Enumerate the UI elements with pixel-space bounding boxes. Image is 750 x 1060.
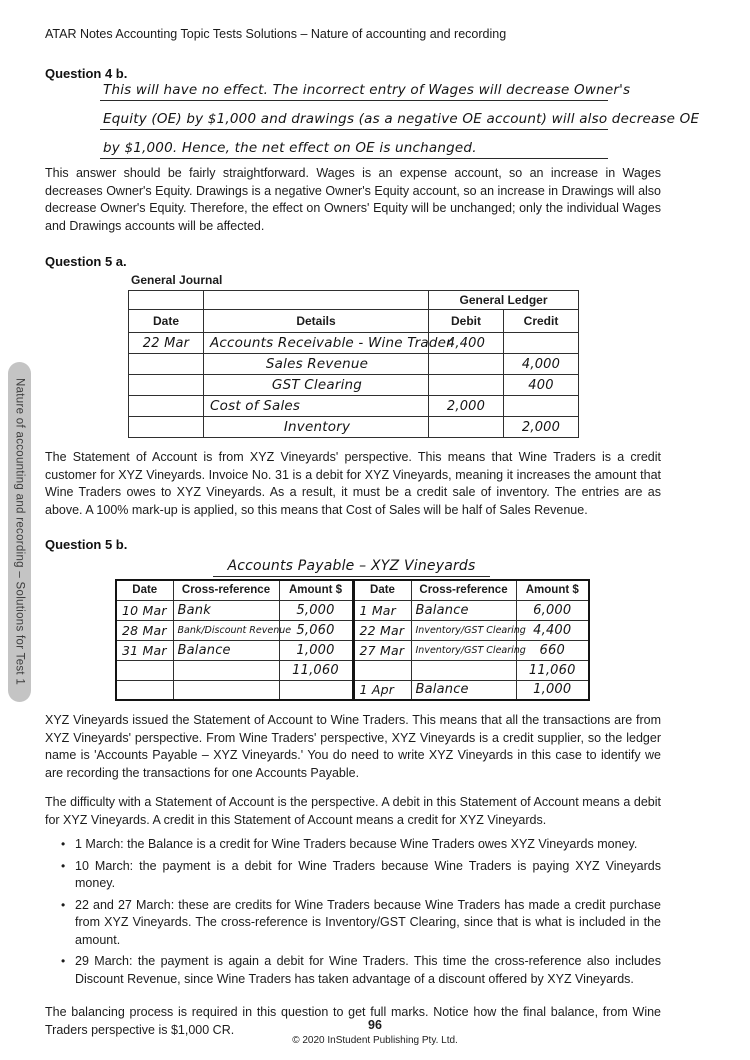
- page-footer: [0, 1018, 750, 1060]
- ledger-cell: 4,400: [516, 620, 589, 640]
- ledger-cell: [116, 680, 173, 700]
- journal-cell: 2,000: [504, 417, 579, 438]
- journal-row: [129, 333, 579, 354]
- journal-row: [129, 396, 579, 417]
- journal-col-debit: Debit: [429, 310, 504, 333]
- journal-cell: [504, 396, 579, 417]
- journal-cell: [129, 417, 204, 438]
- journal-group-header-row: [129, 291, 579, 310]
- journal-cell: 2,000: [429, 396, 504, 417]
- answer-line: by $1,000. Hence, the net effect on OE is unchanged.: [100, 130, 608, 159]
- ledger-cell: Balance: [411, 600, 516, 620]
- question-4b-explanation: This answer should be fairly straightforward. Wages is an expense account, so an increase in Wages decreases Owner's Equity. Drawings is a negative Owner's Equity account, so an increase in Drawings will also decrease Owner's Equity. Therefore, the effect on Owners' Equity will be unchanged; only the individual Wages and Drawings accounts will be affected.: [45, 166, 661, 233]
- ledger-cell: 660: [516, 640, 589, 660]
- ledger-col-header: Date: [116, 580, 173, 600]
- question-5b-bullet-list: [45, 836, 661, 988]
- ledger-col-header: Cross-reference: [411, 580, 516, 600]
- ledger-title: Accounts Payable – XYZ Vineyards: [213, 558, 489, 577]
- ledger-row: [116, 600, 589, 620]
- ledger-cell: 6,000: [516, 600, 589, 620]
- ledger-cell: [173, 680, 279, 700]
- ledger-cell: Inventory/GST Clearing: [411, 620, 516, 640]
- ledger-header-row: [116, 580, 589, 600]
- doc-header: ATAR Notes Accounting Topic Tests Solutions – Nature of accounting and recording: [45, 27, 507, 41]
- question-5a-heading: Question 5 a.: [45, 254, 127, 269]
- bullet-item: • 29 March: the payment is again a debit for Wine Traders. This time the cross-reference also includes Discount Revenue, since Wine Traders has taken advantage of a discount offered by XYZ Vineyards.: [75, 953, 661, 988]
- journal-col-credit: Credit: [504, 310, 579, 333]
- journal-col-date: Date: [129, 310, 204, 333]
- journal-cell: 22 Mar: [129, 333, 204, 354]
- ledger-cell: Inventory/GST Clearing: [411, 640, 516, 660]
- journal-empty-cell: [204, 291, 429, 310]
- question-5b-closing: The balancing process is required in this question to get full marks. Notice how the final balance, from Wine Traders perspective is $1,000 CR.: [45, 1005, 661, 1037]
- ledger-col-header: Amount $: [279, 580, 353, 600]
- ledger-row: [116, 620, 589, 640]
- ledger-col-header: Cross-reference: [173, 580, 279, 600]
- journal-header-row: [129, 310, 579, 333]
- ledger-cell: Balance: [173, 640, 279, 660]
- ledger-cell: 1 Mar: [353, 600, 411, 620]
- journal-cell: Accounts Receivable - Wine Trader: [204, 333, 429, 354]
- journal-cell: Sales Revenue: [204, 354, 429, 375]
- ledger-row: [116, 660, 589, 680]
- question-5a-explanation: The Statement of Account is from XYZ Vineyards' perspective. This means that Wine Traders is a credit customer for XYZ Vineyards. Invoice No. 31 is a debit for XYZ Vineyards, meaning it increases the amount that Wine Traders owes to XYZ Vineyards. As a result, it must be a credit sale of inventory. The entries are as above. A 100% mark-up is applied, so this means that Cost of Sales will be half of Sales Revenue.: [45, 450, 661, 517]
- journal-cell: Inventory: [204, 417, 429, 438]
- general-journal-title: General Journal: [131, 273, 223, 287]
- journal-row: [129, 354, 579, 375]
- bullet-item: • 22 and 27 March: these are credits for Wine Traders because Wine Traders has made a credit purchase from XYZ Vineyards. The cross-reference is Inventory/GST Clearing, since that is what is included in the amount.: [75, 897, 661, 950]
- question-4b-handwritten-answer: [45, 81, 700, 159]
- answer-line: This will have no effect. The incorrect entry of Wages will decrease Owner's: [100, 81, 608, 101]
- general-journal-table: [128, 290, 579, 438]
- ledger-cell: [411, 660, 516, 680]
- journal-cell: GST Clearing: [204, 375, 429, 396]
- ledger-row: [116, 640, 589, 660]
- ledger-row: [116, 680, 589, 700]
- journal-cell: 4,400: [429, 333, 504, 354]
- question-5b-explanation-1: XYZ Vineyards issued the Statement of Account to Wine Traders. This means that all the transactions are from XYZ Vineyards' perspective. From Wine Traders' perspective, XYZ Vineyards is a credit supplier, so the ledger name is 'Accounts Payable – XYZ Vineyards.' You do need to write XYZ Vineyards in this case to identify we are recording the transactions for one Accounts Payable.: [45, 713, 661, 780]
- ledger-cell: 10 Mar: [116, 600, 173, 620]
- bullet-item: • 1 March: the Balance is a credit for Wine Traders because Wine Traders owes XYZ Vineyards money.: [75, 836, 661, 854]
- ledger-cell: 5,060: [279, 620, 353, 640]
- ledger-col-header: Date: [353, 580, 411, 600]
- ledger-title-wrap: [115, 557, 588, 577]
- journal-row: [129, 417, 579, 438]
- ledger-cell: 31 Mar: [116, 640, 173, 660]
- ledger-cell: 11,060: [516, 660, 589, 680]
- ledger-cell: Bank: [173, 600, 279, 620]
- journal-cell: 4,000: [504, 354, 579, 375]
- sidebar-tab: [8, 362, 31, 702]
- journal-cell: [129, 396, 204, 417]
- ledger-cell: 1 Apr: [353, 680, 411, 700]
- journal-cell: [504, 333, 579, 354]
- ledger-cell: [116, 660, 173, 680]
- journal-cell: [429, 375, 504, 396]
- journal-cell: Cost of Sales: [204, 396, 429, 417]
- ledger-cell: [173, 660, 279, 680]
- sidebar-tab-label: Nature of accounting and recording – Solutions for Test 1: [13, 378, 26, 686]
- ledger-cell: 22 Mar: [353, 620, 411, 640]
- journal-row: [129, 375, 579, 396]
- ledger-cell: [279, 680, 353, 700]
- question-4b-heading: Question 4 b.: [45, 66, 128, 81]
- journal-empty-cell: [129, 291, 204, 310]
- page-number: 96: [368, 1018, 382, 1032]
- answer-line: Equity (OE) by $1,000 and drawings (as a negative OE account) will also decrease OE: [100, 101, 608, 130]
- journal-cell: 400: [504, 375, 579, 396]
- copyright-notice: © 2020 InStudent Publishing Pty. Ltd.: [292, 1035, 458, 1046]
- journal-cell: [129, 375, 204, 396]
- ledger-cell: 27 Mar: [353, 640, 411, 660]
- journal-cell: [129, 354, 204, 375]
- page-content: [45, 0, 700, 1039]
- journal-group-header: General Ledger: [429, 291, 579, 310]
- ledger-cell: Balance: [411, 680, 516, 700]
- ledger-cell: 11,060: [279, 660, 353, 680]
- journal-col-details: Details: [204, 310, 429, 333]
- ledger-cell: Bank/Discount Revenue: [173, 620, 279, 640]
- journal-cell: [429, 354, 504, 375]
- ledger-cell: 5,000: [279, 600, 353, 620]
- question-5b-explanation-2: The difficulty with a Statement of Account is the perspective. A debit in this Statement of Account means a debit for XYZ Vineyards. A credit in this Statement of Account means a credit for XYZ Vineyards.: [45, 795, 661, 827]
- journal-cell: [429, 417, 504, 438]
- question-5b-heading: Question 5 b.: [45, 537, 128, 552]
- ledger-cell: 1,000: [516, 680, 589, 700]
- ledger-cell: 28 Mar: [116, 620, 173, 640]
- bullet-item: • 10 March: the payment is a debit for Wine Traders because Wine Traders is paying XYZ Vineyards money.: [75, 858, 661, 893]
- ledger-cell: 1,000: [279, 640, 353, 660]
- ledger-cell: [353, 660, 411, 680]
- ledger-col-header: Amount $: [516, 580, 589, 600]
- accounts-payable-ledger-table: [115, 579, 590, 701]
